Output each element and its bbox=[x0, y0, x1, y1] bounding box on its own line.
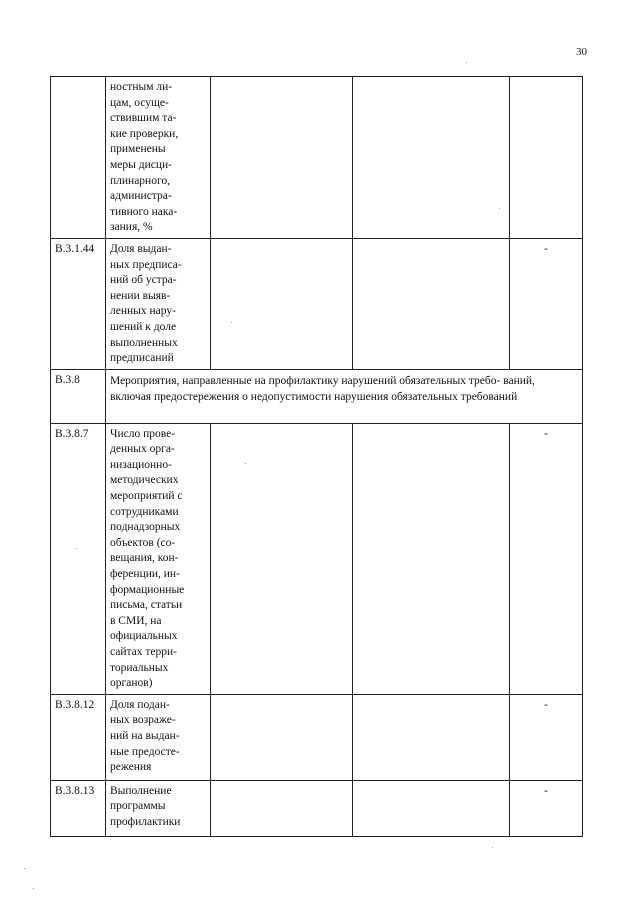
row-code: В.3.1.44 bbox=[51, 238, 106, 369]
section-code: В.3.8 bbox=[51, 369, 106, 423]
row-code: В.3.8.13 bbox=[51, 780, 106, 836]
table-row bbox=[51, 238, 583, 369]
empty-cell bbox=[353, 77, 510, 239]
table-row bbox=[51, 694, 583, 780]
empty-cell bbox=[211, 423, 353, 694]
row-value: - bbox=[510, 423, 583, 694]
empty-cell bbox=[353, 694, 510, 780]
scan-speck bbox=[499, 208, 500, 209]
scan-speck bbox=[466, 62, 467, 63]
empty-cell bbox=[353, 238, 510, 369]
row-value: - bbox=[510, 780, 583, 836]
row-code: В.3.8.7 bbox=[51, 423, 106, 694]
empty-cell bbox=[211, 77, 353, 239]
row-code: В.3.8.12 bbox=[51, 694, 106, 780]
scan-speck bbox=[231, 322, 232, 323]
scan-speck bbox=[33, 888, 34, 889]
scan-speck bbox=[245, 463, 246, 464]
row-value bbox=[510, 77, 583, 239]
indicators-table bbox=[50, 76, 583, 837]
row-value: - bbox=[510, 694, 583, 780]
row-name: Доля подан- ных возраже- ний на выдан- ные предосте- режения bbox=[106, 694, 211, 780]
table-row bbox=[51, 77, 583, 239]
scan-speck bbox=[76, 548, 77, 549]
row-name: Число прове- денных орга- низационно- методических мероприятий с сотрудниками поднадзорных объектов (со- вещания, кон- ференции, ин- формационные письма, статьи в СМИ, на официальных сайтах терри- ториальных органов) bbox=[106, 423, 211, 694]
row-name: Выполнение программы профилактики bbox=[106, 780, 211, 836]
page-number: 30 bbox=[576, 46, 587, 58]
row-name: ностным ли- цам, осуще- ствившим та- кие проверки, применены меры дисци- плинарного, администра- тивного нака- зания, % bbox=[106, 77, 211, 239]
empty-cell bbox=[211, 694, 353, 780]
scan-speck bbox=[492, 847, 493, 848]
empty-cell bbox=[211, 238, 353, 369]
row-value: - bbox=[510, 238, 583, 369]
row-name: Доля выдан- ных предписа- ний об устра- нении выяв- ленных нару- шений к доле выполненных предписаний bbox=[106, 238, 211, 369]
section-title: Мероприятия, направленные на профилактику нарушений обязательных требо- ваний, включая предостережения о недопустимости нарушения обязательных требований bbox=[106, 369, 583, 423]
scan-speck bbox=[24, 868, 25, 869]
row-code bbox=[51, 77, 106, 239]
empty-cell bbox=[353, 780, 510, 836]
empty-cell bbox=[353, 423, 510, 694]
table-row bbox=[51, 423, 583, 694]
table-row bbox=[51, 780, 583, 836]
empty-cell bbox=[211, 780, 353, 836]
section-row bbox=[51, 369, 583, 423]
